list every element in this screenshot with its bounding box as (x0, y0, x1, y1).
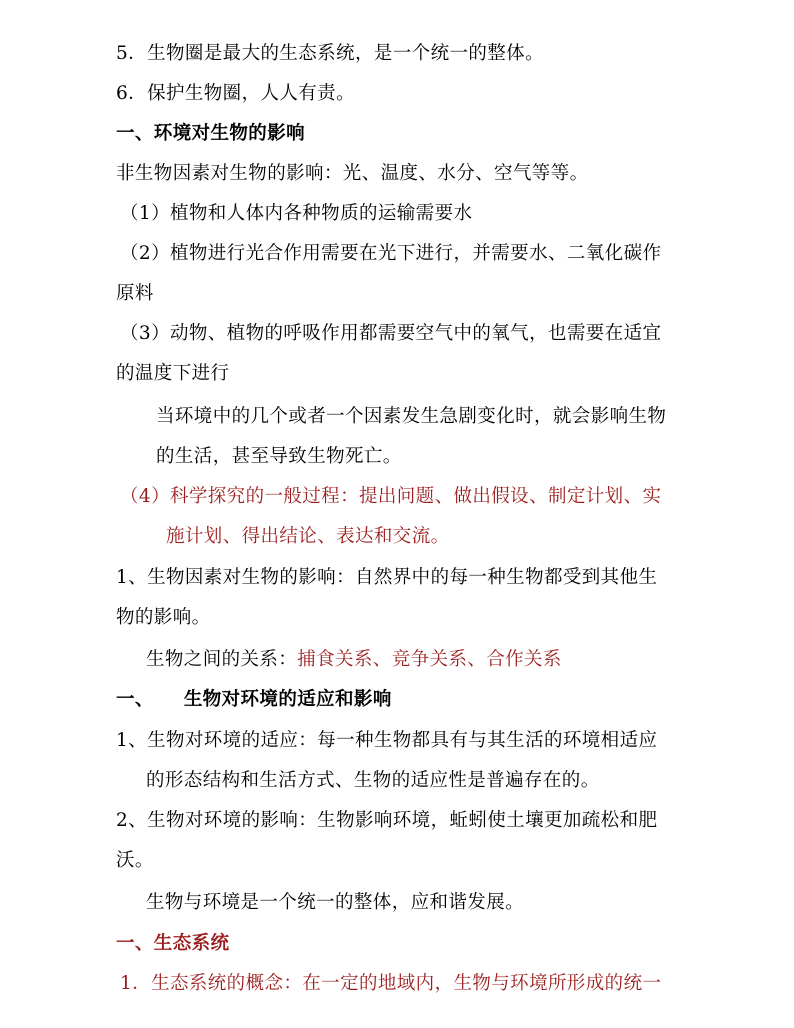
relations-values: 捕食关系、竞争关系、合作关系 (297, 649, 562, 670)
text-line-environment-change-cont: 的生活，甚至导致生物死亡。 (156, 446, 402, 467)
text-line-item-1: （1）植物和人体内各种物质的运输需要水 (120, 203, 473, 224)
text-line-impact: 2、生物对环境的影响：生物影响环境，蚯蚓使土壤更加疏松和肥 (116, 810, 658, 831)
text-line-item-3-cont: 的温度下进行 (116, 363, 230, 384)
section-heading-ecosystem: 一、生态系统 (116, 933, 230, 954)
text-line-protect: 6．保护生物圈，人人有责。 (116, 83, 355, 104)
text-line-environment-change: 当环境中的几个或者一个因素发生急剧变化时，就会影响生物 (156, 406, 667, 427)
section-heading-environment-effect: 一、环境对生物的影响 (116, 123, 306, 144)
text-line-ecosystem-concept: 1．生态系统的概念：在一定的地域内，生物与环境所形成的统一 (120, 973, 662, 994)
text-line-adaptation: 1、生物对环境的适应：每一种生物都具有与其生活的环境相适应 (116, 730, 658, 751)
section-heading-title: 生物对环境的适应和影响 (183, 689, 392, 710)
section-heading-adaptation (116, 688, 392, 712)
text-line-harmony: 生物与环境是一个统一的整体，应和谐发展。 (146, 892, 525, 913)
text-line-item-2-cont: 原料 (116, 283, 154, 304)
relations-label: 生物之间的关系： (146, 649, 298, 670)
text-line-biotic-factors-cont: 物的影响。 (116, 607, 211, 628)
text-line-impact-cont: 沃。 (116, 850, 154, 871)
text-line-relations (146, 648, 562, 672)
text-line-item-3: （3）动物、植物的呼吸作用都需要空气中的氧气，也需要在适宜 (120, 323, 662, 344)
text-line-biosphere: 5．生物圈是最大的生态系统，是一个统一的整体。 (116, 43, 544, 64)
text-line-adaptation-cont: 的形态结构和生活方式、生物的适应性是普遍存在的。 (146, 770, 600, 791)
text-line-item-4: （4）科学探究的一般过程：提出问题、做出假设、制定计划、实 (120, 486, 662, 507)
text-line-item-2: （2）植物进行光合作用需要在光下进行，并需要水、二氧化碳作 (120, 243, 662, 264)
text-line-item-4-cont: 施计划、得出结论、表达和交流。 (166, 526, 450, 547)
text-line-abiotic-factors: 非生物因素对生物的影响：光、温度、水分、空气等等。 (116, 163, 589, 184)
section-heading-number: 一、 (116, 689, 154, 710)
text-line-biotic-factors: 1、生物因素对生物的影响：自然界中的每一种生物都受到其他生 (116, 567, 658, 588)
